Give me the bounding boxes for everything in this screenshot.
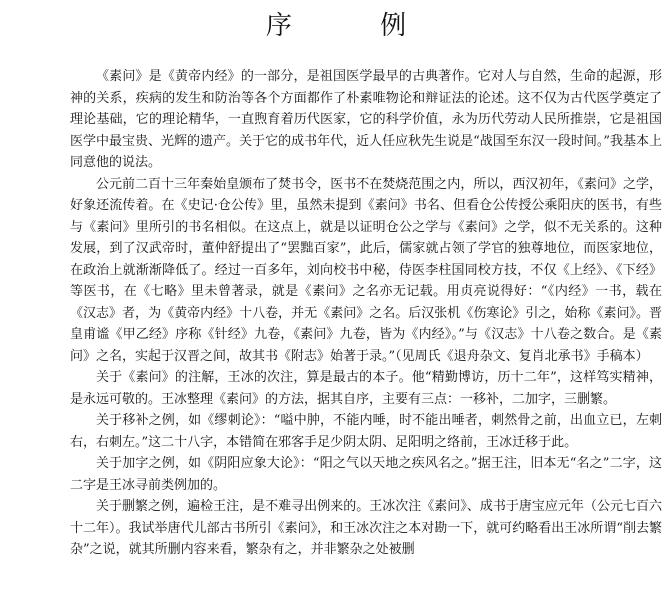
paragraph: 关于《素问》的注解，王冰的次注，算是最古的本子。他“精勤博访，历十二年”，这样笃实精神，是永远可敬的。王冰整理《素问》的方法，据其自序，主要有三点：一移补，二加字，三删繁。 [70, 370, 662, 407]
paragraph: 关于移补之例，如《缪刺论》：“嗌中肿，不能内唾，时不能出唾者，刺然骨之前，出血立已，左刺右，右刺左。”这二十八字，本错简在邪客手足少阴太阴、足阳明之络前，王冰迁移于此。 [70, 413, 662, 450]
paragraph: 《素问》是《黄帝内经》的一部分，是祖国医学最早的古典著作。它对人与自然，生命的起源，形神的关系，疾病的发生和防治等各个方面都作了朴素唯物论和辩证法的论述。这不仅为古代医学奠定了理论基础，它的理论精华，一直煦育着历代医家，它的科学价值，永为历代劳动人民所推崇，它是祖国医学中最宝贵、光辉的遗产。关于它的成书年代，近人任应秋先生说是“战国至东汉一段时间。”我基本上同意他的说法。 [70, 69, 662, 170]
page-title: 序 例 [265, 11, 447, 41]
paragraph: 关于加字之例，如《阴阳应象大论》：“阳之气以天地之疾风名之。”据王注，旧本无“名之”二字，这二字是王冰寻前类例加的。 [70, 456, 662, 493]
paragraph: 公元前二百十三年秦始皇颁布了焚书令，医书不在焚烧范围之内，所以，西汉初年，《素问》之学，好象还流传着。在《史记·仓公传》里，虽然未提到《素问》书名、但看仓公传授公乘阳庆的医书，有些与《素问》里所引的书名相似。在这点上，就是以证明仓公之学与《素问》之学，似不无关系的。这种发展，到了汉武帝时，董仲舒提出了“罢黜百家”，此后，儒家就占领了学官的独尊地位，而医家地位，在政治上就渐渐降低了。经过一百多年，刘向校书中秘，侍医李柱国同校方技，不仅《上经》、《下经》等医书，在《七略》里未曾著录，就是《素问》之名亦无记载。用贞亮说得好：“《内经》一书，载在《汉志》者，为《黄帝内经》十八卷，并无《素问》之名。后汉张机《伤寒论》引之，始称《素问》。晋皇甫谧《甲乙经》序称《针经》九卷，《素问》九卷，皆为《内经》。”与《汉志》十八卷之数合。是《素问》之名，实起于汉晋之间，故其书《附志》始著于录。”（见周氏《退舟杂文、复肖北承书》手稿本） [70, 176, 662, 364]
preface-body [70, 66, 662, 561]
paragraph: 关于删繁之例，遍检王注，是不难寻出例来的。王冰次注《素问》、成书于唐宝应元年（公元七百六十二年）。我试举唐代儿部古书所引《素问》，和王冰次注之本对勘一下，就可约略看出王冰所谓“削去繁杂”之说，就其所删内容来看，繁杂有之，并非繁杂之处被删 [70, 499, 662, 557]
